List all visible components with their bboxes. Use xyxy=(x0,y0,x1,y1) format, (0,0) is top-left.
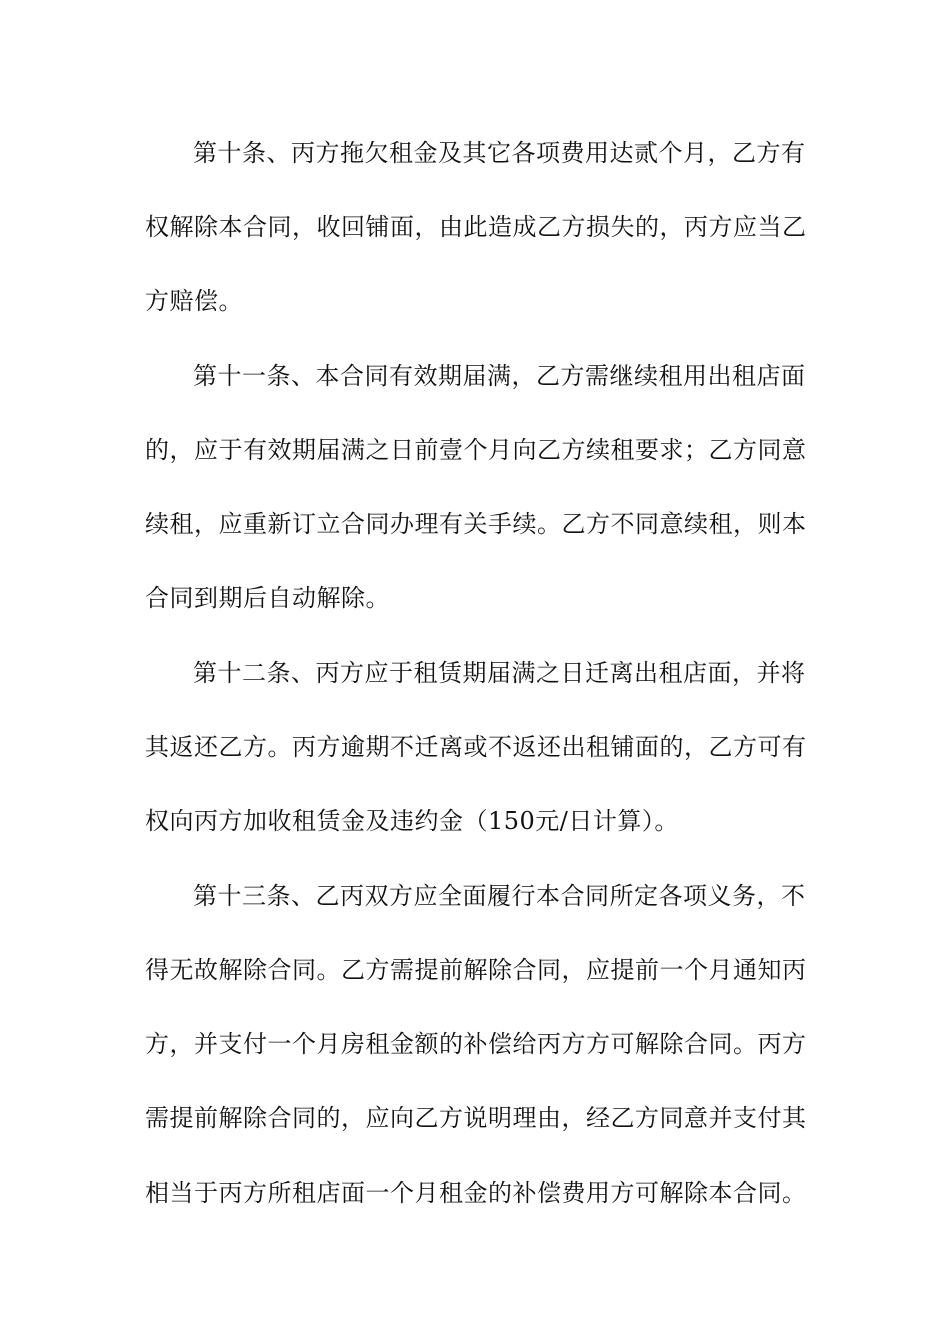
article-11-line-3: 续租，应重新订立合同办理有关手续。乙方不同意续租，则本 xyxy=(145,510,807,538)
article-13-line-5: 相当于丙方所租店面一个月租金的补偿费用方可解除本合同。 xyxy=(145,1179,807,1207)
article-12-line-1: 第十二条、丙方应于租赁期届满之日迁离出租店面，并将 xyxy=(193,659,806,687)
article-13-line-2: 得无故解除合同。乙方需提前解除合同，应提前一个月通知丙 xyxy=(145,956,807,984)
article-10-line-3: 方赔偿。 xyxy=(145,287,243,315)
article-11-line-4: 合同到期后自动解除。 xyxy=(145,584,390,612)
article-11-line-2: 的，应于有效期届满之日前壹个月向乙方续租要求；乙方同意 xyxy=(145,436,807,464)
article-11-line-1: 第十一条、本合同有效期届满，乙方需继续租用出租店面 xyxy=(193,362,806,390)
article-13-line-1: 第十三条、乙丙双方应全面履行本合同所定各项义务，不 xyxy=(193,882,806,910)
article-10-line-2: 权解除本合同，收回铺面，由此造成乙方损失的，丙方应当乙 xyxy=(145,213,807,241)
article-12-line-2: 其返还乙方。丙方逾期不迁离或不返还出租铺面的，乙方可有 xyxy=(145,733,807,761)
article-12-line-3: 权向丙方加收租赁金及违约金（150元/日计算）。 xyxy=(145,807,679,835)
article-13-line-4: 需提前解除合同的，应向乙方说明理由，经乙方同意并支付其 xyxy=(145,1104,807,1132)
article-13-line-3: 方，并支付一个月房租金额的补偿给丙方方可解除合同。丙方 xyxy=(145,1030,807,1058)
article-10-line-1: 第十条、丙方拖欠租金及其它各项费用达贰个月，乙方有 xyxy=(193,139,806,167)
